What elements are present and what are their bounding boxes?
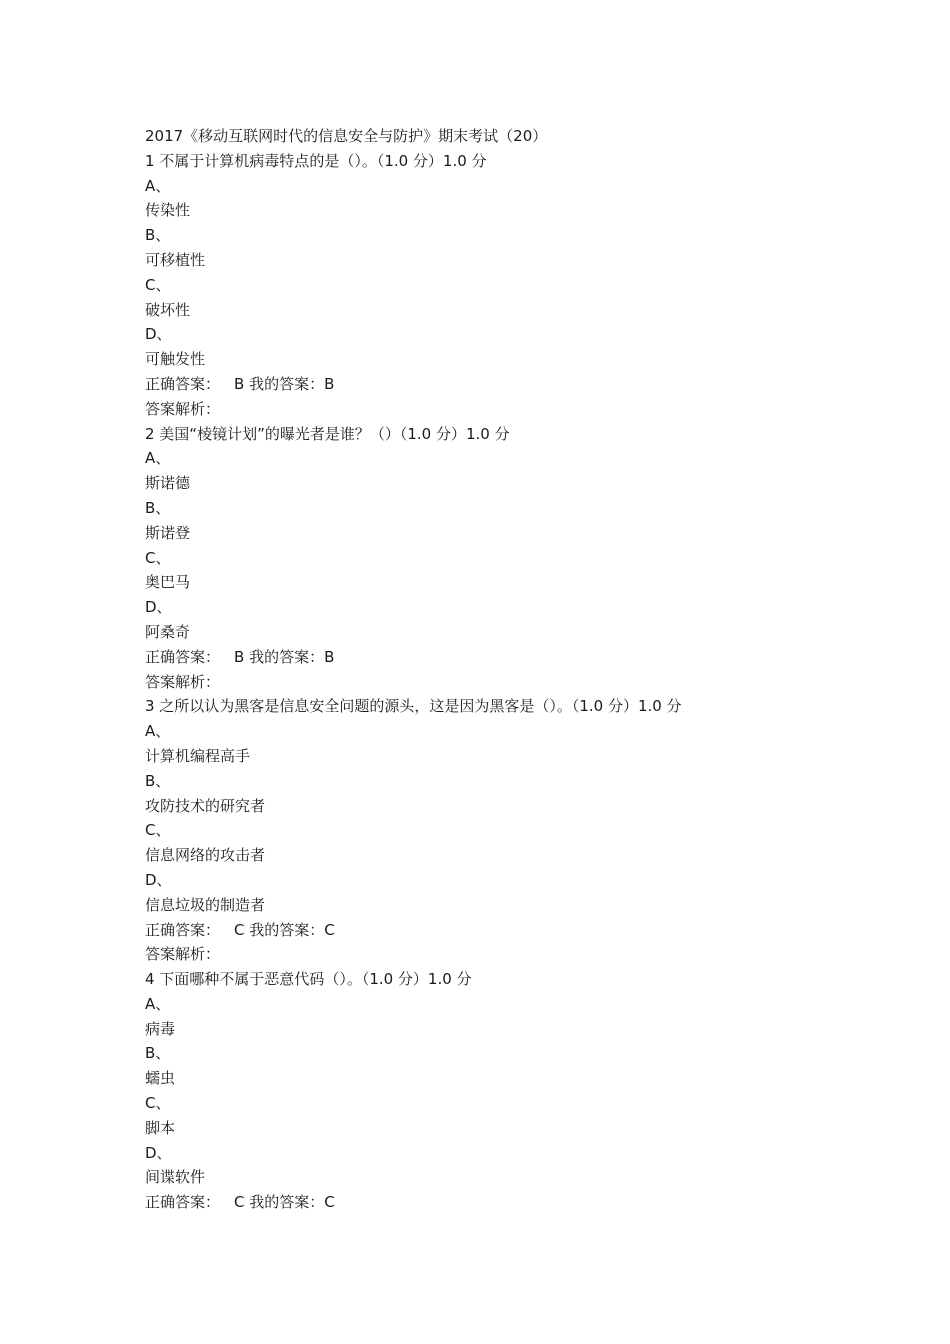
question-stem: 2 美国“棱镜计划”的曝光者是谁？（）（1.0 分）1.0 分	[145, 424, 510, 443]
answer-values: B 我的答案：B	[234, 647, 335, 666]
answer-values: B 我的答案：B	[234, 374, 335, 393]
option-letter: C、	[145, 275, 171, 294]
option-letter: C、	[145, 821, 171, 840]
option-text: 斯诺登	[145, 523, 191, 542]
option-letter: D、	[145, 325, 172, 344]
question-block	[145, 149, 905, 422]
answer-values: C 我的答案：C	[234, 1193, 335, 1212]
answer-line	[145, 645, 905, 670]
correct-answer-label: 正确答案：	[145, 920, 221, 939]
option-letter: B、	[145, 226, 171, 245]
answer-analysis: 答案解析：	[145, 945, 221, 964]
answer-analysis: 答案解析：	[145, 672, 221, 691]
correct-answer-label: 正确答案：	[145, 647, 221, 666]
option-text: 计算机编程高手	[145, 746, 251, 765]
document-title: 2017《移动互联网时代的信息安全与防护》期末考试（20）	[145, 127, 548, 145]
option-letter: C、	[145, 548, 171, 567]
option-text: 阿桑奇	[145, 622, 191, 641]
question-block	[145, 694, 905, 967]
answer-line	[145, 1190, 905, 1215]
option-text: 破坏性	[145, 300, 191, 319]
option-letter: A、	[145, 449, 171, 468]
option-text: 信息垃圾的制造者	[145, 895, 266, 914]
question-block	[145, 422, 905, 695]
option-letter: A、	[145, 722, 171, 741]
option-letter: D、	[145, 598, 172, 617]
question-stem: 1 不属于计算机病毒特点的是（）。（1.0 分）1.0 分	[145, 151, 487, 170]
option-text: 可触发性	[145, 350, 206, 369]
option-text: 脚本	[145, 1118, 176, 1137]
option-letter: D、	[145, 1143, 172, 1162]
option-letter: B、	[145, 1044, 171, 1063]
option-text: 斯诺德	[145, 474, 191, 493]
document-page	[145, 124, 905, 1215]
correct-answer-label: 正确答案：	[145, 1193, 221, 1212]
question-block	[145, 967, 905, 1215]
option-letter: D、	[145, 870, 172, 889]
option-text: 间谍软件	[145, 1168, 206, 1187]
correct-answer-label: 正确答案：	[145, 374, 221, 393]
option-letter: C、	[145, 1094, 171, 1113]
answer-values: C 我的答案：C	[234, 920, 335, 939]
option-text: 可移植性	[145, 250, 206, 269]
option-text: 传染性	[145, 201, 191, 220]
answer-line	[145, 372, 905, 397]
answer-analysis: 答案解析：	[145, 399, 221, 418]
option-letter: A、	[145, 176, 171, 195]
option-text: 病毒	[145, 1019, 176, 1038]
option-letter: B、	[145, 498, 171, 517]
option-letter: B、	[145, 771, 171, 790]
option-text: 蠕虫	[145, 1069, 176, 1088]
question-stem: 4 下面哪种不属于恶意代码（）。（1.0 分）1.0 分	[145, 970, 472, 989]
option-text: 攻防技术的研究者	[145, 796, 266, 815]
option-text: 奥巴马	[145, 573, 191, 592]
option-letter: A、	[145, 994, 171, 1013]
question-stem: 3 之所以认为黑客是信息安全问题的源头，这是因为黑客是（）。（1.0 分）1.0 分	[145, 697, 682, 716]
answer-line	[145, 918, 905, 943]
option-text: 信息网络的攻击者	[145, 846, 266, 865]
